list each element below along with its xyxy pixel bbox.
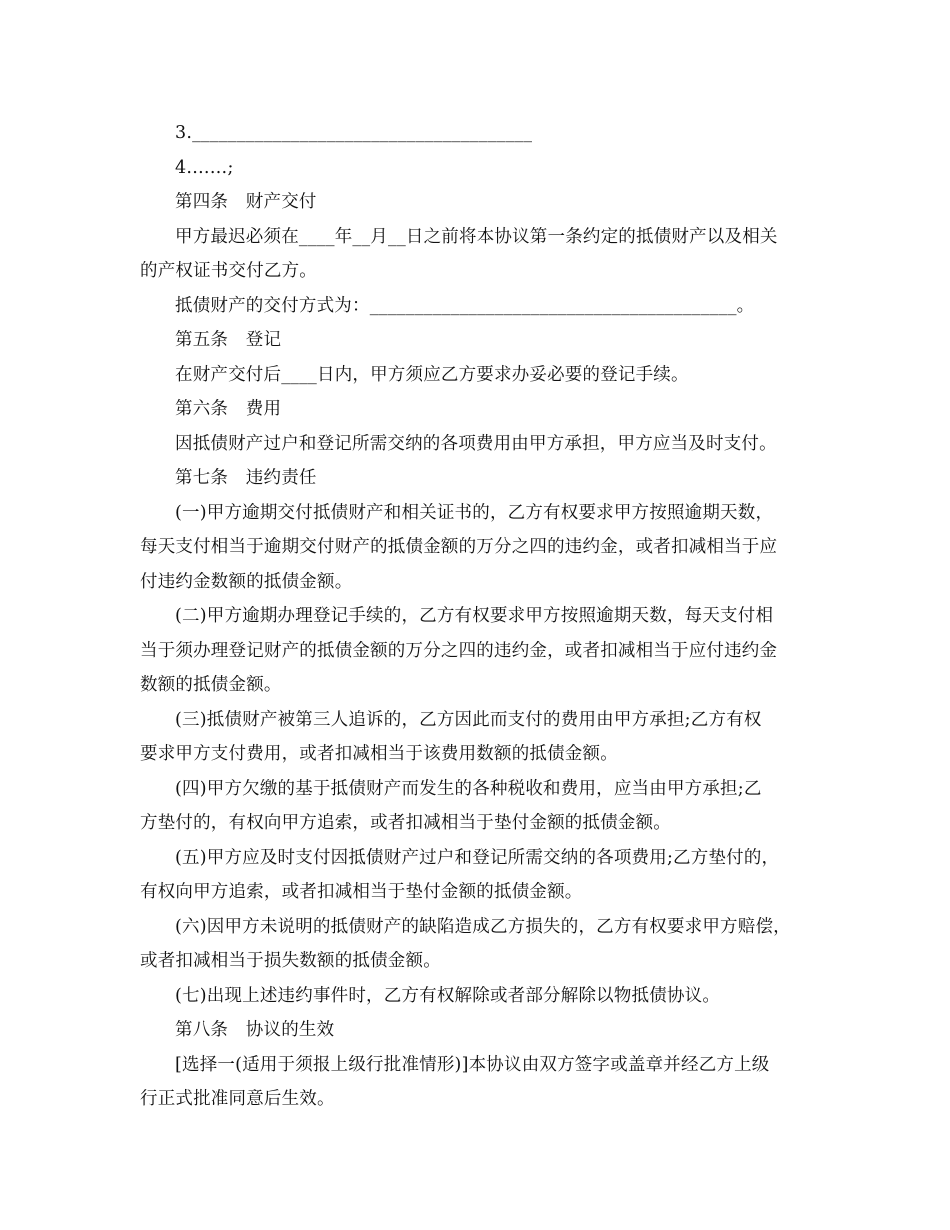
text-line: (一)甲方逾期交付抵债财产和相关证书的，乙方有权要求甲方按照逾期天数， [175, 502, 774, 523]
text-line: 有权向甲方追索，或者扣减相当于垫付金额的抵债金额。 [140, 882, 583, 902]
text-line: [选择一(适用于须报上级行批准情形)]本协议由双方签字或盖章并经乙方上级 [175, 1054, 770, 1075]
text-line: (二)甲方逾期办理登记手续的，乙方有权要求甲方按照逾期天数，每天支付相 [175, 606, 774, 626]
text-line: 甲方最迟必须在____年__月__日之前将本协议第一条约定的抵债财产以及相关 [175, 226, 778, 247]
text-line: 数额的抵债金额。 [140, 675, 282, 695]
text-line: 的产权证书交付乙方。 [140, 261, 317, 281]
text-line: 要求甲方支付费用，或者扣减相当于该费用数额的抵债金额。 [140, 744, 618, 764]
document-body [140, 116, 812, 1117]
text-line: 或者扣减相当于损失数额的抵债金额。 [140, 951, 441, 971]
text-line: 3.______________________________________ [175, 123, 533, 143]
text-line: (三)抵债财产被第三人追诉的，乙方因此而支付的费用由甲方承担;乙方有权 [175, 709, 762, 730]
text-line: 因抵债财产过户和登记所需交纳的各项费用由甲方承担，甲方应当及时支付。 [175, 433, 777, 454]
text-line: (五)甲方应及时支付因抵债财产过户和登记所需交纳的各项费用;乙方垫付的， [175, 847, 780, 868]
text-line: (四)甲方欠缴的基于抵债财产而发生的各种税收和费用，应当由甲方承担;乙 [175, 778, 762, 799]
text-line: 第七条 违约责任 [175, 468, 317, 488]
text-line: 在财产交付后____日内，甲方须应乙方要求办妥必要的登记手续。 [175, 364, 689, 385]
text-line: 方垫付的，有权向甲方追索，或者扣减相当于垫付金额的抵债金额。 [140, 813, 671, 833]
text-line: 抵债财产的交付方式为：_________________________________________。 [175, 295, 755, 316]
text-line: 付违约金数额的抵债金额。 [140, 571, 353, 592]
text-line: 行正式批准同意后生效。 [140, 1089, 335, 1109]
text-line: 当于须办理登记财产的抵债金额的万分之四的违约金，或者扣减相当于应付违约金 [140, 640, 778, 661]
text-line: (七)出现上述违约事件时，乙方有权解除或者部分解除以物抵债协议。 [175, 985, 721, 1006]
text-line: (六)因甲方未说明的抵债财产的缺陷造成乙方损失的，乙方有权要求甲方赔偿， [175, 916, 791, 937]
text-line: 第六条 费用 [175, 399, 282, 419]
text-line: 第四条 财产交付 [175, 192, 317, 212]
text-line: 第五条 登记 [175, 330, 282, 350]
text-line: 第八条 协议的生效 [175, 1020, 335, 1040]
text-line: 每天支付相当于逾期交付财产的抵债金额的万分之四的违约金，或者扣减相当于应 [140, 537, 778, 557]
text-line: 4.……; [175, 157, 234, 178]
